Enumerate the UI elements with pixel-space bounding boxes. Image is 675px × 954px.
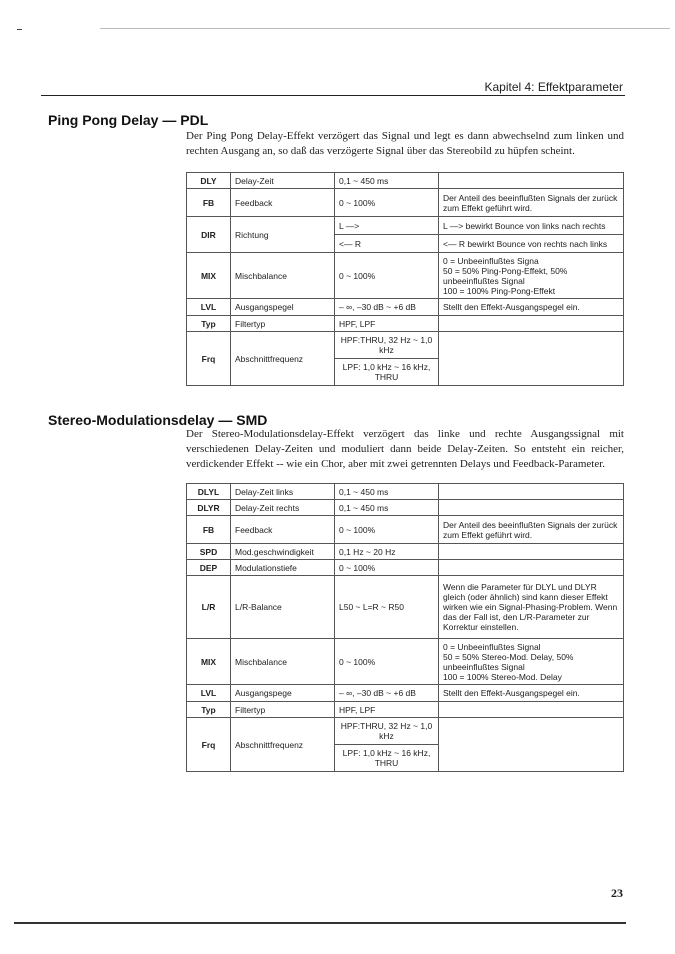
param-name: L/R-Balance xyxy=(231,576,335,639)
table-row xyxy=(187,332,624,359)
param-range: HPF, LPF xyxy=(335,702,439,718)
param-range: HPF:THRU, 32 Hz ~ 1,0 kHz xyxy=(335,718,439,745)
param-range: LPF: 1,0 kHz ~ 16 kHz, THRU xyxy=(335,359,439,386)
param-code: Typ xyxy=(187,316,231,332)
table-row xyxy=(187,639,624,685)
param-desc: <— R bewirkt Bounce von rechts nach links xyxy=(439,235,624,253)
table-row xyxy=(187,217,624,235)
param-desc: Wenn die Parameter für DLYL und DLYR gleich (oder ähnlich) sind kann dieser Effekt wirken wie ein Signal-Phasing-Problem. Wenn das der Fall ist, den L/R-Parameter zur Korrektur einstellen. xyxy=(439,576,624,639)
param-desc: Der Anteil des beeinflußten Signals der zurück zum Effekt geführt wird. xyxy=(439,516,624,544)
param-name: Delay-Zeit rechts xyxy=(231,500,335,516)
footer-rule xyxy=(14,922,626,924)
table-row xyxy=(187,516,624,544)
param-range: 0,1 ~ 450 ms xyxy=(335,173,439,189)
param-name: Mischbalance xyxy=(231,253,335,299)
param-name: Mischbalance xyxy=(231,639,335,685)
table-row xyxy=(187,299,624,316)
param-desc xyxy=(439,718,624,772)
param-range: 0 ~ 100% xyxy=(335,516,439,544)
table-row xyxy=(187,576,624,639)
pdl-intro: Der Ping Pong Delay-Effekt verzögert das Signal und legt es dann abwechselnd zum linken und rechten Ausgang an, so daß das verzögerte Signal über das Stereobild zu hüpfen scheint. xyxy=(186,130,624,157)
param-range: 0 ~ 100% xyxy=(335,253,439,299)
param-desc: Stellt den Effekt-Ausgangspegel ein. xyxy=(439,299,624,316)
param-name: Feedback xyxy=(231,516,335,544)
table-row xyxy=(187,500,624,516)
param-name: Abschnittfrequenz xyxy=(231,332,335,386)
param-range: 0 ~ 100% xyxy=(335,639,439,685)
param-code: DLYL xyxy=(187,484,231,500)
param-desc: Der Anteil des beeinflußten Signals der zurück zum Effekt geführt wird. xyxy=(439,189,624,217)
param-code: Frq xyxy=(187,332,231,386)
param-code: LVL xyxy=(187,299,231,316)
smd-intro: Der Stereo-Modulationsdelay-Effekt verzögert das linke und rechte Ausgangssignal mit verschiedenen Delay-Zeiten und moduliert dann beide Delay-Zeiten. So entsteht ein reicher, verdickender Effekt -- wie ein Chor, aber mit zwei getrennten Delays und Feedback-Parameter. xyxy=(186,428,624,470)
param-code: MIX xyxy=(187,253,231,299)
table-row xyxy=(187,173,624,189)
param-desc xyxy=(439,560,624,576)
param-code: FB xyxy=(187,516,231,544)
param-range: – ∞, –30 dB ~ +6 dB xyxy=(335,685,439,702)
param-name: Ausgangspegel xyxy=(231,299,335,316)
param-range: 0,1 ~ 450 ms xyxy=(335,484,439,500)
param-range: <— R xyxy=(335,235,439,253)
param-code: L/R xyxy=(187,576,231,639)
table-row xyxy=(187,253,624,299)
param-desc: Stellt den Effekt-Ausgangspegel ein. xyxy=(439,685,624,702)
smd-parameter-table xyxy=(186,483,624,772)
param-desc: L —> bewirkt Bounce von links nach rechts xyxy=(439,217,624,235)
param-range: 0,1 Hz ~ 20 Hz xyxy=(335,544,439,560)
table-row xyxy=(187,685,624,702)
param-code: DIR xyxy=(187,217,231,253)
param-range: L50 ~ L=R ~ R50 xyxy=(335,576,439,639)
param-desc xyxy=(439,544,624,560)
param-desc xyxy=(439,332,624,386)
param-desc xyxy=(439,316,624,332)
table-row xyxy=(187,484,624,500)
param-desc xyxy=(439,484,624,500)
param-code: Typ xyxy=(187,702,231,718)
param-code: DLYR xyxy=(187,500,231,516)
page-number: 23 xyxy=(611,886,623,900)
table-row xyxy=(187,702,624,718)
param-name: Mod.geschwindigkeit xyxy=(231,544,335,560)
param-desc: 0 = Unbeeinflußtes Signa 50 = 50% Ping-Pong-Effekt, 50% unbeeinflußtes Signal 100 = 100% Ping-Pong-Effekt xyxy=(439,253,624,299)
param-code: FB xyxy=(187,189,231,217)
param-name: Modulationstiefe xyxy=(231,560,335,576)
param-desc: 0 = Unbeeinflußtes Signal 50 = 50% Stereo-Mod. Delay, 50% unbeeinflußtes Signal 100 = 100% Stereo-Mod. Delay xyxy=(439,639,624,685)
param-name: Feedback xyxy=(231,189,335,217)
param-range: 0 ~ 100% xyxy=(335,189,439,217)
corner-mark xyxy=(17,29,22,30)
param-range: 0 ~ 100% xyxy=(335,560,439,576)
param-range: HPF:THRU, 32 Hz ~ 1,0 kHz xyxy=(335,332,439,359)
param-name: Delay-Zeit xyxy=(231,173,335,189)
param-desc xyxy=(439,500,624,516)
param-desc xyxy=(439,702,624,718)
param-name: Delay-Zeit links xyxy=(231,484,335,500)
param-code: DLY xyxy=(187,173,231,189)
header-rule xyxy=(41,95,625,96)
param-range: LPF: 1,0 kHz ~ 16 kHz, THRU xyxy=(335,745,439,772)
param-range: L —> xyxy=(335,217,439,235)
table-row xyxy=(187,544,624,560)
param-name: Ausgangspege xyxy=(231,685,335,702)
table-row xyxy=(187,718,624,745)
param-code: LVL xyxy=(187,685,231,702)
pdl-title: Ping Pong Delay — PDL xyxy=(48,112,209,128)
pdl-parameter-table xyxy=(186,172,624,386)
param-name: Filtertyp xyxy=(231,316,335,332)
param-name: Filtertyp xyxy=(231,702,335,718)
param-code: Frq xyxy=(187,718,231,772)
param-range: 0,1 ~ 450 ms xyxy=(335,500,439,516)
top-rule xyxy=(100,28,670,29)
param-code: MIX xyxy=(187,639,231,685)
table-row xyxy=(187,560,624,576)
param-range: – ∞, –30 dB ~ +6 dB xyxy=(335,299,439,316)
param-range: HPF, LPF xyxy=(335,316,439,332)
param-name: Richtung xyxy=(231,217,335,253)
param-desc xyxy=(439,173,624,189)
table-row xyxy=(187,189,624,217)
param-code: SPD xyxy=(187,544,231,560)
param-name: Abschnittfrequenz xyxy=(231,718,335,772)
chapter-header: Kapitel 4: Effektparameter xyxy=(484,80,623,94)
smd-title: Stereo-Modulationsdelay — SMD xyxy=(48,412,268,428)
table-row xyxy=(187,316,624,332)
param-code: DEP xyxy=(187,560,231,576)
